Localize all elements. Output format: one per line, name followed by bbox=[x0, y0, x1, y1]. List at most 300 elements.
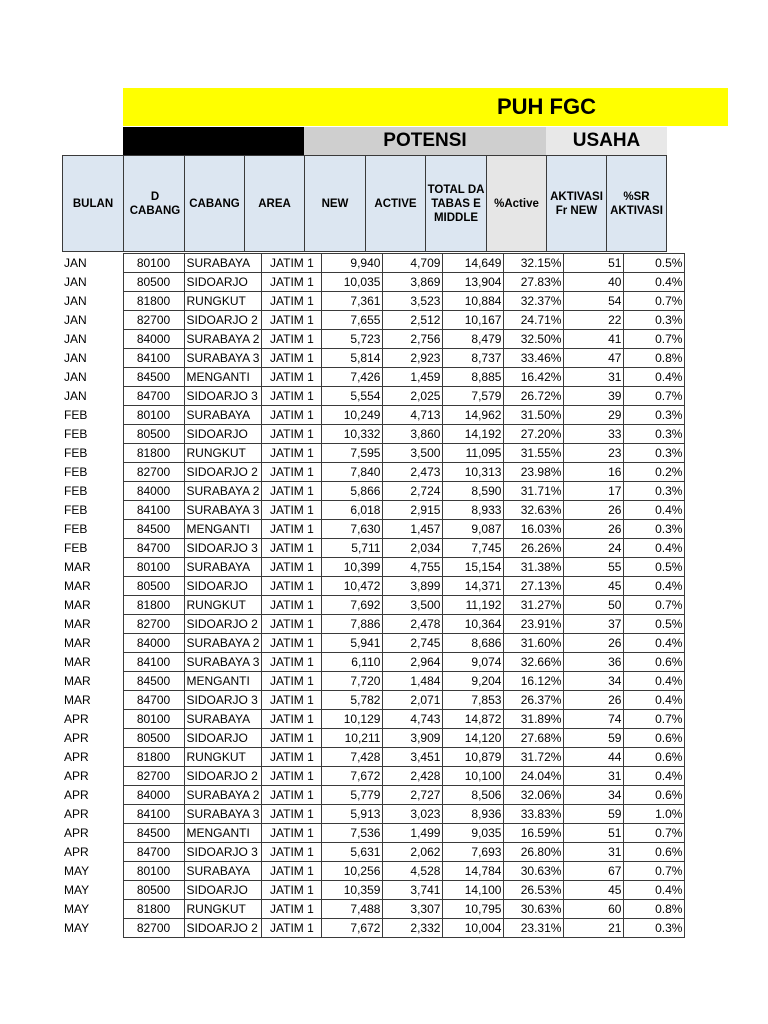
cell-area[interactable]: JATIM 1 bbox=[262, 425, 322, 444]
cell-active[interactable]: 4,743 bbox=[383, 710, 443, 729]
cell-pct-active[interactable]: 26.37% bbox=[504, 691, 564, 710]
cell-pct-active[interactable]: 32.15% bbox=[504, 254, 564, 273]
cell-sr-aktivasi[interactable]: 0.3% bbox=[624, 520, 685, 539]
cell-cabang[interactable]: RUNGKUT bbox=[184, 596, 262, 615]
cell-active[interactable]: 3,869 bbox=[383, 273, 443, 292]
cell-new[interactable]: 5,631 bbox=[322, 843, 383, 862]
cell-total[interactable]: 14,872 bbox=[443, 710, 504, 729]
cell-bulan[interactable]: FEB bbox=[64, 446, 88, 460]
cell-sr-aktivasi[interactable]: 0.6% bbox=[624, 843, 685, 862]
cell-sr-aktivasi[interactable]: 0.4% bbox=[624, 691, 685, 710]
cell-total[interactable]: 8,885 bbox=[443, 368, 504, 387]
cell-bulan[interactable]: MAR bbox=[64, 579, 91, 593]
cell-aktivasi[interactable]: 36 bbox=[564, 653, 624, 672]
cell-cabang[interactable]: SURABAYA 3 bbox=[184, 501, 262, 520]
cell-total[interactable]: 10,879 bbox=[443, 748, 504, 767]
cell-cabang[interactable]: SURABAYA 3 bbox=[184, 349, 262, 368]
cell-bulan[interactable]: APR bbox=[64, 712, 89, 726]
cell-aktivasi[interactable]: 59 bbox=[564, 729, 624, 748]
cell-bulan[interactable]: MAR bbox=[64, 655, 91, 669]
cell-sr-aktivasi[interactable]: 0.5% bbox=[624, 254, 685, 273]
cell-aktivasi[interactable]: 26 bbox=[564, 634, 624, 653]
cell-sr-aktivasi[interactable]: 0.2% bbox=[624, 463, 685, 482]
cell-sr-aktivasi[interactable]: 0.6% bbox=[624, 748, 685, 767]
cell-bulan[interactable]: JAN bbox=[64, 275, 87, 289]
cell-new[interactable]: 7,536 bbox=[322, 824, 383, 843]
cell-bulan[interactable]: FEB bbox=[64, 484, 88, 498]
cell-pct-active[interactable]: 23.91% bbox=[504, 615, 564, 634]
cell-pct-active[interactable]: 24.04% bbox=[504, 767, 564, 786]
cell-area[interactable]: JATIM 1 bbox=[262, 330, 322, 349]
cell-cabang[interactable]: RUNGKUT bbox=[184, 444, 262, 463]
cell-active[interactable]: 4,528 bbox=[383, 862, 443, 881]
cell-active[interactable]: 1,459 bbox=[383, 368, 443, 387]
cell-kd-cabang[interactable]: 82700 bbox=[123, 919, 184, 938]
cell-cabang[interactable]: SIDOARJO bbox=[184, 881, 262, 900]
cell-total[interactable]: 15,154 bbox=[443, 558, 504, 577]
cell-kd-cabang[interactable]: 84100 bbox=[123, 349, 184, 368]
cell-aktivasi[interactable]: 26 bbox=[564, 520, 624, 539]
cell-active[interactable]: 2,745 bbox=[383, 634, 443, 653]
cell-kd-cabang[interactable]: 84700 bbox=[123, 843, 184, 862]
cell-aktivasi[interactable]: 26 bbox=[564, 691, 624, 710]
cell-new[interactable]: 5,913 bbox=[322, 805, 383, 824]
cell-kd-cabang[interactable]: 80100 bbox=[123, 254, 184, 273]
column-header-area[interactable]: AREA bbox=[244, 155, 305, 252]
cell-kd-cabang[interactable]: 82700 bbox=[123, 767, 184, 786]
cell-new[interactable]: 7,426 bbox=[322, 368, 383, 387]
cell-new[interactable]: 7,692 bbox=[322, 596, 383, 615]
cell-pct-active[interactable]: 31.60% bbox=[504, 634, 564, 653]
cell-aktivasi[interactable]: 23 bbox=[564, 444, 624, 463]
cell-total[interactable]: 11,192 bbox=[443, 596, 504, 615]
cell-bulan[interactable]: MAR bbox=[64, 617, 91, 631]
cell-total[interactable]: 7,693 bbox=[443, 843, 504, 862]
cell-area[interactable]: JATIM 1 bbox=[262, 672, 322, 691]
cell-pct-active[interactable]: 32.66% bbox=[504, 653, 564, 672]
cell-area[interactable]: JATIM 1 bbox=[262, 824, 322, 843]
cell-total[interactable]: 14,649 bbox=[443, 254, 504, 273]
cell-kd-cabang[interactable]: 84700 bbox=[123, 691, 184, 710]
cell-sr-aktivasi[interactable]: 0.7% bbox=[624, 710, 685, 729]
cell-total[interactable]: 8,933 bbox=[443, 501, 504, 520]
cell-bulan[interactable]: JAN bbox=[64, 389, 87, 403]
cell-bulan[interactable]: JAN bbox=[64, 351, 87, 365]
cell-kd-cabang[interactable]: 80100 bbox=[123, 710, 184, 729]
cell-total[interactable]: 8,936 bbox=[443, 805, 504, 824]
cell-sr-aktivasi[interactable]: 0.4% bbox=[624, 881, 685, 900]
cell-kd-cabang[interactable]: 84000 bbox=[123, 786, 184, 805]
cell-total[interactable]: 10,795 bbox=[443, 900, 504, 919]
cell-active[interactable]: 4,713 bbox=[383, 406, 443, 425]
cell-pct-active[interactable]: 32.50% bbox=[504, 330, 564, 349]
cell-active[interactable]: 2,915 bbox=[383, 501, 443, 520]
cell-kd-cabang[interactable]: 80500 bbox=[123, 425, 184, 444]
cell-aktivasi[interactable]: 51 bbox=[564, 824, 624, 843]
cell-pct-active[interactable]: 26.53% bbox=[504, 881, 564, 900]
cell-cabang[interactable]: MENGANTI bbox=[184, 368, 262, 387]
cell-new[interactable]: 10,035 bbox=[322, 273, 383, 292]
cell-sr-aktivasi[interactable]: 0.8% bbox=[624, 349, 685, 368]
cell-kd-cabang[interactable]: 81800 bbox=[123, 900, 184, 919]
cell-kd-cabang[interactable]: 84000 bbox=[123, 482, 184, 501]
cell-kd-cabang[interactable]: 84100 bbox=[123, 805, 184, 824]
cell-area[interactable]: JATIM 1 bbox=[262, 387, 322, 406]
cell-area[interactable]: JATIM 1 bbox=[262, 406, 322, 425]
cell-bulan[interactable]: MAR bbox=[64, 598, 91, 612]
cell-area[interactable]: JATIM 1 bbox=[262, 558, 322, 577]
cell-total[interactable]: 7,579 bbox=[443, 387, 504, 406]
cell-active[interactable]: 3,909 bbox=[383, 729, 443, 748]
cell-cabang[interactable]: MENGANTI bbox=[184, 520, 262, 539]
cell-total[interactable]: 9,087 bbox=[443, 520, 504, 539]
cell-sr-aktivasi[interactable]: 0.6% bbox=[624, 729, 685, 748]
cell-new[interactable]: 5,779 bbox=[322, 786, 383, 805]
cell-active[interactable]: 1,484 bbox=[383, 672, 443, 691]
cell-active[interactable]: 2,727 bbox=[383, 786, 443, 805]
cell-cabang[interactable]: SURABAYA bbox=[184, 710, 262, 729]
cell-cabang[interactable]: RUNGKUT bbox=[184, 292, 262, 311]
cell-sr-aktivasi[interactable]: 0.6% bbox=[624, 653, 685, 672]
cell-cabang[interactable]: SURABAYA 3 bbox=[184, 653, 262, 672]
cell-sr-aktivasi[interactable]: 0.8% bbox=[624, 900, 685, 919]
cell-cabang[interactable]: RUNGKUT bbox=[184, 748, 262, 767]
cell-kd-cabang[interactable]: 84700 bbox=[123, 387, 184, 406]
cell-pct-active[interactable]: 23.31% bbox=[504, 919, 564, 938]
cell-cabang[interactable]: SURABAYA bbox=[184, 254, 262, 273]
cell-bulan[interactable]: FEB bbox=[64, 541, 88, 555]
cell-aktivasi[interactable]: 67 bbox=[564, 862, 624, 881]
cell-area[interactable]: JATIM 1 bbox=[262, 577, 322, 596]
cell-total[interactable]: 14,962 bbox=[443, 406, 504, 425]
cell-sr-aktivasi[interactable]: 0.4% bbox=[624, 539, 685, 558]
cell-cabang[interactable]: SIDOARJO 2 bbox=[184, 311, 262, 330]
cell-cabang[interactable]: SIDOARJO 3 bbox=[184, 691, 262, 710]
cell-bulan[interactable]: JAN bbox=[64, 332, 87, 346]
column-header-total-database[interactable]: TOTAL DATABAS E MIDDLE bbox=[425, 155, 487, 252]
cell-area[interactable]: JATIM 1 bbox=[262, 881, 322, 900]
cell-total[interactable]: 14,100 bbox=[443, 881, 504, 900]
cell-aktivasi[interactable]: 33 bbox=[564, 425, 624, 444]
cell-aktivasi[interactable]: 24 bbox=[564, 539, 624, 558]
cell-aktivasi[interactable]: 51 bbox=[564, 254, 624, 273]
cell-sr-aktivasi[interactable]: 0.3% bbox=[624, 406, 685, 425]
cell-total[interactable]: 8,737 bbox=[443, 349, 504, 368]
cell-area[interactable]: JATIM 1 bbox=[262, 919, 322, 938]
cell-kd-cabang[interactable]: 82700 bbox=[123, 463, 184, 482]
cell-active[interactable]: 2,478 bbox=[383, 615, 443, 634]
cell-active[interactable]: 3,500 bbox=[383, 596, 443, 615]
cell-area[interactable]: JATIM 1 bbox=[262, 501, 322, 520]
cell-aktivasi[interactable]: 34 bbox=[564, 672, 624, 691]
cell-kd-cabang[interactable]: 81800 bbox=[123, 292, 184, 311]
cell-pct-active[interactable]: 33.83% bbox=[504, 805, 564, 824]
cell-pct-active[interactable]: 32.63% bbox=[504, 501, 564, 520]
cell-bulan[interactable]: JAN bbox=[64, 294, 87, 308]
cell-total[interactable]: 14,371 bbox=[443, 577, 504, 596]
cell-active[interactable]: 3,023 bbox=[383, 805, 443, 824]
cell-bulan[interactable]: FEB bbox=[64, 522, 88, 536]
cell-total[interactable]: 10,167 bbox=[443, 311, 504, 330]
cell-active[interactable]: 2,332 bbox=[383, 919, 443, 938]
cell-sr-aktivasi[interactable]: 0.3% bbox=[624, 919, 685, 938]
cell-total[interactable]: 9,204 bbox=[443, 672, 504, 691]
cell-aktivasi[interactable]: 54 bbox=[564, 292, 624, 311]
cell-total[interactable]: 7,853 bbox=[443, 691, 504, 710]
cell-cabang[interactable]: SIDOARJO bbox=[184, 273, 262, 292]
cell-active[interactable]: 2,062 bbox=[383, 843, 443, 862]
cell-bulan[interactable]: MAR bbox=[64, 693, 91, 707]
cell-new[interactable]: 9,940 bbox=[322, 254, 383, 273]
cell-area[interactable]: JATIM 1 bbox=[262, 900, 322, 919]
cell-sr-aktivasi[interactable]: 0.7% bbox=[624, 596, 685, 615]
column-header-cabang[interactable]: CABANG bbox=[184, 155, 245, 252]
cell-aktivasi[interactable]: 40 bbox=[564, 273, 624, 292]
cell-sr-aktivasi[interactable]: 0.4% bbox=[624, 501, 685, 520]
cell-total[interactable]: 7,745 bbox=[443, 539, 504, 558]
cell-cabang[interactable]: SURABAYA 2 bbox=[184, 330, 262, 349]
cell-pct-active[interactable]: 16.03% bbox=[504, 520, 564, 539]
cell-bulan[interactable]: MAY bbox=[64, 921, 90, 935]
cell-active[interactable]: 2,034 bbox=[383, 539, 443, 558]
cell-aktivasi[interactable]: 44 bbox=[564, 748, 624, 767]
cell-area[interactable]: JATIM 1 bbox=[262, 653, 322, 672]
cell-bulan[interactable]: APR bbox=[64, 807, 89, 821]
cell-area[interactable]: JATIM 1 bbox=[262, 311, 322, 330]
cell-sr-aktivasi[interactable]: 0.4% bbox=[624, 634, 685, 653]
cell-bulan[interactable]: JAN bbox=[64, 370, 87, 384]
cell-new[interactable]: 10,129 bbox=[322, 710, 383, 729]
cell-total[interactable]: 9,035 bbox=[443, 824, 504, 843]
cell-kd-cabang[interactable]: 82700 bbox=[123, 311, 184, 330]
cell-new[interactable]: 5,782 bbox=[322, 691, 383, 710]
cell-area[interactable]: JATIM 1 bbox=[262, 767, 322, 786]
cell-kd-cabang[interactable]: 84500 bbox=[123, 368, 184, 387]
cell-aktivasi[interactable]: 16 bbox=[564, 463, 624, 482]
cell-sr-aktivasi[interactable]: 0.6% bbox=[624, 786, 685, 805]
cell-active[interactable]: 3,307 bbox=[383, 900, 443, 919]
cell-area[interactable]: JATIM 1 bbox=[262, 843, 322, 862]
cell-new[interactable]: 5,711 bbox=[322, 539, 383, 558]
cell-total[interactable]: 14,120 bbox=[443, 729, 504, 748]
cell-pct-active[interactable]: 16.12% bbox=[504, 672, 564, 691]
cell-kd-cabang[interactable]: 84100 bbox=[123, 653, 184, 672]
cell-kd-cabang[interactable]: 84000 bbox=[123, 330, 184, 349]
cell-cabang[interactable]: SIDOARJO bbox=[184, 425, 262, 444]
cell-bulan[interactable]: FEB bbox=[64, 427, 88, 441]
cell-pct-active[interactable]: 24.71% bbox=[504, 311, 564, 330]
cell-area[interactable]: JATIM 1 bbox=[262, 444, 322, 463]
cell-active[interactable]: 4,755 bbox=[383, 558, 443, 577]
cell-aktivasi[interactable]: 50 bbox=[564, 596, 624, 615]
cell-new[interactable]: 5,814 bbox=[322, 349, 383, 368]
cell-new[interactable]: 5,941 bbox=[322, 634, 383, 653]
cell-sr-aktivasi[interactable]: 0.3% bbox=[624, 311, 685, 330]
cell-pct-active[interactable]: 27.20% bbox=[504, 425, 564, 444]
cell-active[interactable]: 3,523 bbox=[383, 292, 443, 311]
cell-bulan[interactable]: APR bbox=[64, 826, 89, 840]
cell-bulan[interactable]: APR bbox=[64, 750, 89, 764]
cell-pct-active[interactable]: 31.27% bbox=[504, 596, 564, 615]
cell-area[interactable]: JATIM 1 bbox=[262, 615, 322, 634]
cell-aktivasi[interactable]: 74 bbox=[564, 710, 624, 729]
cell-cabang[interactable]: SIDOARJO 2 bbox=[184, 615, 262, 634]
cell-bulan[interactable]: FEB bbox=[64, 503, 88, 517]
cell-sr-aktivasi[interactable]: 0.7% bbox=[624, 862, 685, 881]
cell-sr-aktivasi[interactable]: 0.5% bbox=[624, 615, 685, 634]
cell-kd-cabang[interactable]: 82700 bbox=[123, 615, 184, 634]
cell-cabang[interactable]: SURABAYA 3 bbox=[184, 805, 262, 824]
cell-bulan[interactable]: MAR bbox=[64, 560, 91, 574]
cell-pct-active[interactable]: 23.98% bbox=[504, 463, 564, 482]
cell-bulan[interactable]: JAN bbox=[64, 256, 87, 270]
cell-kd-cabang[interactable]: 80500 bbox=[123, 273, 184, 292]
cell-active[interactable]: 2,025 bbox=[383, 387, 443, 406]
cell-pct-active[interactable]: 31.72% bbox=[504, 748, 564, 767]
cell-active[interactable]: 2,512 bbox=[383, 311, 443, 330]
cell-new[interactable]: 5,723 bbox=[322, 330, 383, 349]
cell-aktivasi[interactable]: 55 bbox=[564, 558, 624, 577]
cell-sr-aktivasi[interactable]: 0.4% bbox=[624, 368, 685, 387]
column-header-new[interactable]: NEW bbox=[304, 155, 366, 252]
cell-cabang[interactable]: SIDOARJO 2 bbox=[184, 919, 262, 938]
cell-active[interactable]: 3,451 bbox=[383, 748, 443, 767]
cell-bulan[interactable]: APR bbox=[64, 788, 89, 802]
cell-new[interactable]: 6,110 bbox=[322, 653, 383, 672]
cell-new[interactable]: 7,595 bbox=[322, 444, 383, 463]
cell-aktivasi[interactable]: 26 bbox=[564, 501, 624, 520]
cell-cabang[interactable]: SIDOARJO 3 bbox=[184, 539, 262, 558]
cell-sr-aktivasi[interactable]: 0.7% bbox=[624, 330, 685, 349]
cell-cabang[interactable]: SURABAYA bbox=[184, 862, 262, 881]
cell-pct-active[interactable]: 27.83% bbox=[504, 273, 564, 292]
cell-new[interactable]: 7,630 bbox=[322, 520, 383, 539]
cell-kd-cabang[interactable]: 80100 bbox=[123, 406, 184, 425]
cell-new[interactable]: 10,211 bbox=[322, 729, 383, 748]
cell-active[interactable]: 1,499 bbox=[383, 824, 443, 843]
cell-area[interactable]: JATIM 1 bbox=[262, 805, 322, 824]
cell-new[interactable]: 7,655 bbox=[322, 311, 383, 330]
cell-aktivasi[interactable]: 31 bbox=[564, 843, 624, 862]
cell-pct-active[interactable]: 16.59% bbox=[504, 824, 564, 843]
cell-aktivasi[interactable]: 34 bbox=[564, 786, 624, 805]
cell-kd-cabang[interactable]: 80100 bbox=[123, 862, 184, 881]
cell-pct-active[interactable]: 31.55% bbox=[504, 444, 564, 463]
cell-active[interactable]: 2,923 bbox=[383, 349, 443, 368]
cell-bulan[interactable]: MAR bbox=[64, 674, 91, 688]
cell-new[interactable]: 7,840 bbox=[322, 463, 383, 482]
cell-area[interactable]: JATIM 1 bbox=[262, 710, 322, 729]
cell-cabang[interactable]: SURABAYA bbox=[184, 406, 262, 425]
cell-active[interactable]: 2,756 bbox=[383, 330, 443, 349]
cell-active[interactable]: 3,500 bbox=[383, 444, 443, 463]
cell-aktivasi[interactable]: 39 bbox=[564, 387, 624, 406]
cell-kd-cabang[interactable]: 84000 bbox=[123, 634, 184, 653]
cell-aktivasi[interactable]: 47 bbox=[564, 349, 624, 368]
cell-pct-active[interactable]: 26.72% bbox=[504, 387, 564, 406]
cell-total[interactable]: 9,074 bbox=[443, 653, 504, 672]
cell-bulan[interactable]: MAY bbox=[64, 883, 90, 897]
cell-cabang[interactable]: SIDOARJO 3 bbox=[184, 387, 262, 406]
cell-kd-cabang[interactable]: 84100 bbox=[123, 501, 184, 520]
cell-bulan[interactable]: FEB bbox=[64, 408, 88, 422]
cell-cabang[interactable]: SIDOARJO 3 bbox=[184, 843, 262, 862]
cell-new[interactable]: 7,720 bbox=[322, 672, 383, 691]
cell-pct-active[interactable]: 30.63% bbox=[504, 900, 564, 919]
cell-new[interactable]: 7,672 bbox=[322, 767, 383, 786]
cell-bulan[interactable]: MAY bbox=[64, 864, 90, 878]
cell-area[interactable]: JATIM 1 bbox=[262, 463, 322, 482]
cell-aktivasi[interactable]: 60 bbox=[564, 900, 624, 919]
cell-sr-aktivasi[interactable]: 0.5% bbox=[624, 558, 685, 577]
cell-pct-active[interactable]: 27.13% bbox=[504, 577, 564, 596]
cell-total[interactable]: 10,313 bbox=[443, 463, 504, 482]
column-header-kd-cabang[interactable]: D CABANG bbox=[123, 155, 185, 252]
cell-kd-cabang[interactable]: 84700 bbox=[123, 539, 184, 558]
cell-cabang[interactable]: SIDOARJO 2 bbox=[184, 463, 262, 482]
cell-area[interactable]: JATIM 1 bbox=[262, 862, 322, 881]
cell-cabang[interactable]: SURABAYA bbox=[184, 558, 262, 577]
cell-total[interactable]: 8,590 bbox=[443, 482, 504, 501]
cell-kd-cabang[interactable]: 84500 bbox=[123, 824, 184, 843]
cell-sr-aktivasi[interactable]: 0.3% bbox=[624, 425, 685, 444]
cell-pct-active[interactable]: 31.89% bbox=[504, 710, 564, 729]
column-header-bulan[interactable]: BULAN bbox=[62, 155, 124, 252]
cell-bulan[interactable]: MAY bbox=[64, 902, 90, 916]
cell-total[interactable]: 10,364 bbox=[443, 615, 504, 634]
cell-sr-aktivasi[interactable]: 0.3% bbox=[624, 444, 685, 463]
cell-pct-active[interactable]: 16.42% bbox=[504, 368, 564, 387]
cell-area[interactable]: JATIM 1 bbox=[262, 596, 322, 615]
cell-area[interactable]: JATIM 1 bbox=[262, 539, 322, 558]
cell-area[interactable]: JATIM 1 bbox=[262, 520, 322, 539]
cell-area[interactable]: JATIM 1 bbox=[262, 292, 322, 311]
cell-kd-cabang[interactable]: 80500 bbox=[123, 577, 184, 596]
cell-pct-active[interactable]: 30.63% bbox=[504, 862, 564, 881]
cell-pct-active[interactable]: 33.46% bbox=[504, 349, 564, 368]
cell-total[interactable]: 8,506 bbox=[443, 786, 504, 805]
cell-new[interactable]: 7,488 bbox=[322, 900, 383, 919]
cell-area[interactable]: JATIM 1 bbox=[262, 786, 322, 805]
cell-new[interactable]: 7,428 bbox=[322, 748, 383, 767]
cell-active[interactable]: 2,724 bbox=[383, 482, 443, 501]
cell-kd-cabang[interactable]: 81800 bbox=[123, 596, 184, 615]
cell-bulan[interactable]: APR bbox=[64, 845, 89, 859]
cell-pct-active[interactable]: 32.06% bbox=[504, 786, 564, 805]
cell-active[interactable]: 3,741 bbox=[383, 881, 443, 900]
cell-total[interactable]: 14,784 bbox=[443, 862, 504, 881]
cell-area[interactable]: JATIM 1 bbox=[262, 273, 322, 292]
cell-kd-cabang[interactable]: 80500 bbox=[123, 729, 184, 748]
column-header-pct-active[interactable]: %Active bbox=[486, 155, 547, 252]
cell-new[interactable]: 5,554 bbox=[322, 387, 383, 406]
cell-cabang[interactable]: SIDOARJO bbox=[184, 577, 262, 596]
cell-total[interactable]: 10,884 bbox=[443, 292, 504, 311]
cell-area[interactable]: JATIM 1 bbox=[262, 482, 322, 501]
cell-active[interactable]: 3,860 bbox=[383, 425, 443, 444]
cell-cabang[interactable]: SURABAYA 2 bbox=[184, 786, 262, 805]
cell-active[interactable]: 2,964 bbox=[383, 653, 443, 672]
cell-aktivasi[interactable]: 17 bbox=[564, 482, 624, 501]
cell-cabang[interactable]: SURABAYA 2 bbox=[184, 482, 262, 501]
cell-new[interactable]: 7,886 bbox=[322, 615, 383, 634]
cell-active[interactable]: 2,428 bbox=[383, 767, 443, 786]
cell-aktivasi[interactable]: 21 bbox=[564, 919, 624, 938]
cell-aktivasi[interactable]: 29 bbox=[564, 406, 624, 425]
cell-cabang[interactable]: MENGANTI bbox=[184, 672, 262, 691]
cell-active[interactable]: 2,071 bbox=[383, 691, 443, 710]
cell-sr-aktivasi[interactable]: 0.3% bbox=[624, 482, 685, 501]
